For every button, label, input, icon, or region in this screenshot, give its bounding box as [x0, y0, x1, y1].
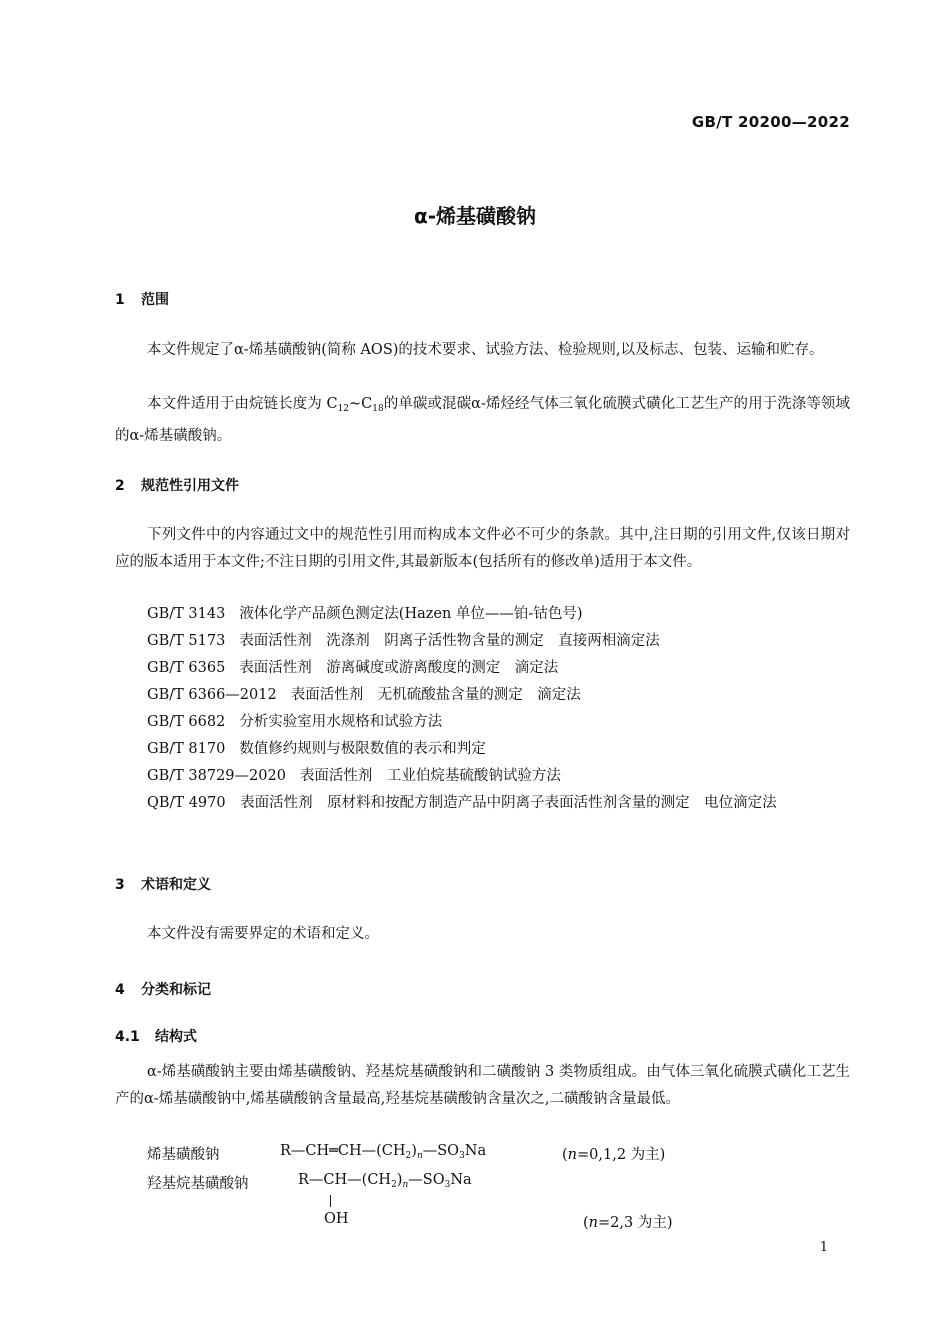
scope-paragraph-1: 本文件规定了α-烯基磺酸钠(简称 AOS)的技术要求、试验方法、检验规则,以及标志、包装、运输和贮存。 [147, 342, 824, 358]
reference-item [147, 766, 561, 786]
formula-subscript: 3 [444, 1180, 451, 1190]
formula-text: Na [464, 1143, 487, 1159]
reference-title: 表面活性剂 无机硫酸盐含量的测定 滴定法 [290, 687, 581, 703]
reference-title: 液体化学产品颜色测定法(Hazen 单位——铂-钴色号) [239, 606, 583, 622]
document-title: α-烯基磺酸钠 [413, 204, 537, 228]
formula-text: R—CH═CH—(CH [280, 1143, 406, 1159]
formula-text: R—CH—(CH [298, 1172, 392, 1188]
carbon-subscript-12: 12 [337, 404, 350, 414]
formula-subscript-n: n [402, 1180, 409, 1190]
reference-title: 数值修约规则与极限数值的表示和判定 [239, 741, 486, 757]
reference-title: 表面活性剂 游离碱度或游离酸度的测定 滴定法 [239, 660, 559, 676]
section-number: 1 [115, 292, 125, 308]
section-title: 结构式 [155, 1029, 197, 1045]
reference-title: 表面活性剂 工业伯烷基硫酸钠试验方法 [299, 768, 561, 784]
formula-subscript: 2 [391, 1180, 397, 1190]
formula-2-name: 羟基烷基磺酸钠 [147, 1176, 249, 1192]
terms-paragraph: 本文件没有需要界定的术语和定义。 [147, 926, 379, 942]
formula-subscript: 3 [459, 1151, 465, 1161]
section-title: 范围 [141, 292, 169, 308]
reference-code: GB/T 38729—2020 [147, 768, 286, 784]
formula-text: ) [411, 1143, 417, 1159]
section-number: 4.1 [115, 1029, 140, 1045]
formula-subscript: 2 [405, 1151, 412, 1161]
reference-item [147, 739, 486, 759]
scope-p2-text-b: 的单碳或混碳α-烯烃经气体三氧化硫膜式磺化工艺生产的用于洗涤等领域的α-烯基磺酸钠。 [115, 396, 850, 444]
section-number: 2 [115, 478, 125, 494]
formula-subscript-n: n [416, 1151, 423, 1161]
reference-code: GB/T 6366—2012 [147, 687, 277, 703]
section-title: 分类和标记 [141, 982, 211, 998]
reference-code: GB/T 6682 [147, 714, 226, 730]
formula-text: —SO [408, 1172, 445, 1188]
formula-text: —SO [422, 1143, 460, 1159]
section-title: 规范性引用文件 [141, 478, 239, 494]
section-heading-normative [115, 475, 239, 495]
note-variable-n: n [567, 1147, 578, 1163]
formula-1-note [562, 1143, 665, 1164]
section-title: 术语和定义 [141, 877, 211, 893]
carbon-subscript-18: 18 [372, 404, 384, 414]
note-text: ( [562, 1147, 568, 1163]
note-text: =0,1,2 为主) [577, 1147, 666, 1163]
scope-p2-text-mid: ~C [349, 396, 373, 412]
formula-2-structure [298, 1172, 472, 1190]
page-number: 1 [819, 1240, 828, 1255]
bond-line [330, 1195, 331, 1207]
reference-code: GB/T 8170 [147, 741, 226, 757]
scope-paragraph-2 [115, 391, 850, 450]
formula-2-hydroxyl: OH [324, 1211, 349, 1227]
reference-title: 分析实验室用水规格和试验方法 [239, 714, 443, 730]
reference-code: GB/T 3143 [147, 606, 226, 622]
note-text: =2,3 为主) [598, 1215, 673, 1231]
formula-text: Na [450, 1172, 472, 1188]
reference-item [147, 631, 660, 651]
reference-title: 表面活性剂 洗涤剂 阴离子活性物含量的测定 直接两相滴定法 [239, 633, 660, 649]
note-text: ( [583, 1215, 589, 1231]
normative-intro: 下列文件中的内容通过文中的规范性引用而构成本文件必不可少的条款。其中,注日期的引用文件,仅该日期对应的版本适用于本文件;不注日期的引用文件,其最新版本(包括所有的修改单)适用于本文件。 [115, 527, 850, 570]
reference-item [147, 658, 558, 678]
formula-1-structure [280, 1143, 486, 1161]
formula-1-name: 烯基磺酸钠 [147, 1147, 220, 1163]
section-number: 3 [115, 877, 125, 893]
reference-code: GB/T 6365 [147, 660, 226, 676]
standard-code: GB/T 20200—2022 [691, 113, 850, 131]
reference-code: GB/T 5173 [147, 633, 226, 649]
section-heading-terms [115, 874, 211, 894]
section-number: 4 [115, 982, 125, 998]
scope-p2-text-a: 本文件适用于由烷链长度为 C [147, 396, 338, 412]
section-heading-scope [115, 289, 169, 309]
reference-item [147, 685, 581, 705]
note-variable-n: n [588, 1215, 599, 1231]
formula-2-note [583, 1211, 673, 1232]
section-heading-classification [115, 979, 211, 999]
reference-item-wrapped: QB/T 4970 表面活性剂 原材料和按配方制造产品中阴离子表面活性剂含量的测定 电位滴定法 [147, 795, 777, 811]
structure-intro: α-烯基磺酸钠主要由烯基磺酸钠、羟基烷基磺酸钠和二磺酸钠 3 类物质组成。由气体三氧化硫膜式磺化工艺生产的α-烯基磺酸钠中,烯基磺酸钠含量最高,羟基烷基磺酸钠含量次之,二磺酸钠含量最低。 [115, 1064, 850, 1107]
subsection-heading-structure [115, 1026, 197, 1046]
reference-item [147, 604, 582, 624]
formula-text: ) [396, 1172, 403, 1188]
reference-item [147, 712, 442, 732]
